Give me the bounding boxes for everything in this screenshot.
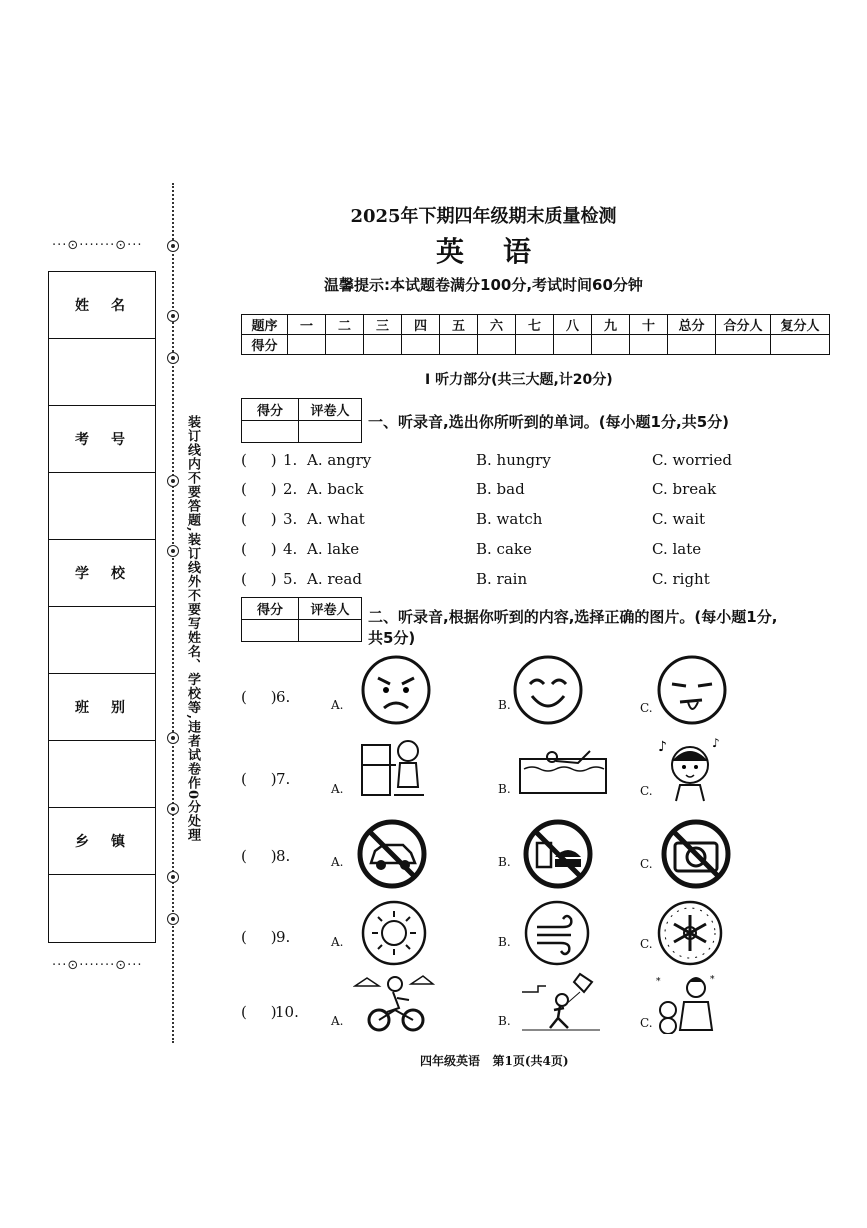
no-food-icon — [523, 819, 593, 889]
option-c: C. right — [652, 570, 710, 588]
grader-name-cell[interactable] — [299, 620, 362, 642]
option-a-label: A. — [331, 782, 344, 796]
grader-box-1 — [241, 398, 362, 443]
info-town-field[interactable] — [49, 875, 155, 942]
happy-face-icon — [512, 654, 584, 726]
binding-bottom-mark: ···⊙·······⊙··· — [52, 958, 143, 973]
grader-box-2 — [241, 597, 362, 642]
question-number: 9. — [276, 928, 291, 946]
option-b-label: B. — [498, 782, 511, 796]
option-b-label: B. — [498, 855, 511, 869]
no-camera-icon — [661, 819, 731, 889]
score-header-cell: 十 — [630, 315, 668, 335]
question-number: 10. — [275, 1003, 299, 1021]
binding-top-mark: ···⊙·······⊙··· — [52, 238, 143, 253]
exam-title: 2025年下期四年级期末质量检测 — [350, 206, 617, 227]
score-header-cell: 九 — [592, 315, 630, 335]
snowy-icon — [656, 899, 724, 967]
option-c: C. worried — [652, 451, 732, 469]
option-a-label: A. — [331, 698, 344, 712]
riding-bike-icon — [353, 972, 435, 1034]
score-table — [241, 314, 830, 355]
question-number: 3. — [283, 510, 298, 528]
option-b: B. watch — [476, 510, 543, 528]
question-number: 8. — [276, 847, 291, 865]
option-a-label: A. — [331, 935, 344, 949]
windy-icon — [523, 899, 591, 967]
binding-hole-icon — [167, 732, 179, 744]
info-school-label: 学校 — [49, 540, 155, 607]
score-header-cell: 题序 — [242, 315, 288, 335]
info-examno-label: 考号 — [49, 406, 155, 473]
question-number: 5. — [283, 570, 298, 588]
option-a: A. angry — [307, 451, 372, 469]
option-c-label: C. — [640, 937, 653, 951]
score-header-cell: 四 — [402, 315, 440, 335]
option-c-label: C. — [640, 701, 653, 715]
info-name-field[interactable] — [49, 339, 155, 406]
page-footer: 四年级英语 第1页(共4页) — [420, 1054, 569, 1068]
option-b: B. hungry — [476, 451, 551, 469]
score-cell[interactable] — [554, 335, 592, 355]
binding-hole-icon — [167, 803, 179, 815]
section1-title: 一、听录音,选出你所听到的单词。(每小题1分,共5分) — [368, 413, 729, 431]
section2-title-line1: 二、听录音,根据你听到的内容,选择正确的图片。(每小题1分, — [368, 608, 778, 626]
score-cell[interactable] — [440, 335, 478, 355]
grader-name-label: 评卷人 — [299, 598, 362, 620]
subject-title: 英 语 — [436, 235, 531, 268]
binding-hole-icon — [167, 913, 179, 925]
option-c-label: C. — [640, 784, 653, 798]
score-header-cell: 七 — [516, 315, 554, 335]
binding-hole-icon — [167, 545, 179, 557]
answer-blank[interactable]: ( ) — [241, 1003, 277, 1021]
score-cell[interactable] — [592, 335, 630, 355]
option-b: B. cake — [476, 540, 532, 558]
answer-blank[interactable]: ( ) — [241, 770, 277, 788]
question-number: 4. — [283, 540, 298, 558]
part1-title: I 听力部分(共三大题,计20分) — [425, 372, 613, 388]
score-cell[interactable] — [326, 335, 364, 355]
score-cell[interactable] — [668, 335, 716, 355]
binding-hole-icon — [167, 871, 179, 883]
binding-hole-icon — [167, 475, 179, 487]
score-header-cell: 五 — [440, 315, 478, 335]
score-cell[interactable] — [402, 335, 440, 355]
score-header-cell: 总分 — [668, 315, 716, 335]
answer-blank[interactable]: ( ) — [241, 451, 277, 469]
grader-score-cell[interactable] — [242, 421, 299, 443]
score-cell[interactable] — [771, 335, 830, 355]
svg-text:*: * — [710, 975, 715, 985]
option-b: B. bad — [476, 480, 525, 498]
sunny-icon — [360, 899, 428, 967]
grader-name-label: 评卷人 — [299, 399, 362, 421]
score-header-cell: 三 — [364, 315, 402, 335]
angry-face-icon — [360, 654, 432, 726]
answer-blank[interactable]: ( ) — [241, 570, 277, 588]
snowman-icon — [654, 972, 724, 1034]
option-c: C. break — [652, 480, 717, 498]
score-cell[interactable] — [364, 335, 402, 355]
option-c-label: C. — [640, 1016, 653, 1030]
binding-hole-icon — [167, 310, 179, 322]
answer-blank[interactable]: ( ) — [241, 510, 277, 528]
score-cell[interactable] — [716, 335, 771, 355]
svg-text:*: * — [656, 977, 661, 987]
score-header-cell: 二 — [326, 315, 364, 335]
swimming-icon — [518, 745, 610, 797]
option-a-label: A. — [331, 855, 344, 869]
section2-title-line2: 共5分) — [368, 629, 416, 647]
score-cell[interactable] — [630, 335, 668, 355]
option-c: C. late — [652, 540, 702, 558]
option-a: A. what — [307, 510, 365, 528]
answer-blank[interactable]: ( ) — [241, 928, 277, 946]
singing-boy-icon — [656, 735, 724, 803]
option-c-label: C. — [640, 857, 653, 871]
grader-score-label: 得分 — [242, 598, 299, 620]
option-b-label: B. — [498, 698, 511, 712]
info-examno-field[interactable] — [49, 473, 155, 540]
grader-score-label: 得分 — [242, 399, 299, 421]
score-row-label: 得分 — [242, 335, 288, 355]
score-header-cell: 复分人 — [771, 315, 830, 335]
grader-name-cell[interactable] — [299, 421, 362, 443]
piano-boy-icon — [360, 735, 428, 803]
no-car-icon — [357, 819, 427, 889]
student-info-box — [48, 271, 156, 943]
option-b: B. rain — [476, 570, 528, 588]
info-class-label: 班别 — [49, 674, 155, 741]
answer-blank[interactable]: ( ) — [241, 540, 277, 558]
answer-blank[interactable]: ( ) — [241, 847, 277, 865]
svg-text:♪: ♪ — [712, 736, 720, 750]
score-cell[interactable] — [478, 335, 516, 355]
sick-face-icon — [656, 654, 728, 726]
info-name-label: 姓名 — [49, 272, 155, 339]
option-b-label: B. — [498, 935, 511, 949]
exam-notice: 温馨提示:本试题卷满分100分,考试时间60分钟 — [324, 276, 643, 294]
question-number: 1. — [283, 451, 298, 469]
score-header-cell: 六 — [478, 315, 516, 335]
option-b-label: B. — [498, 1014, 511, 1028]
option-a: A. read — [307, 570, 362, 588]
score-header-cell: 一 — [288, 315, 326, 335]
flying-kite-icon — [520, 972, 602, 1034]
score-header-cell: 八 — [554, 315, 592, 335]
score-cell[interactable] — [516, 335, 554, 355]
binding-warning-note: 装订线内不要答题,装订线外不要写姓名、学校等,违者试卷作0分处理 — [185, 415, 200, 843]
info-school-field[interactable] — [49, 607, 155, 674]
score-header-cell: 合分人 — [716, 315, 771, 335]
info-class-field[interactable] — [49, 741, 155, 808]
info-town-label: 乡镇 — [49, 808, 155, 875]
binding-hole-icon — [167, 352, 179, 364]
option-a: A. back — [307, 480, 364, 498]
option-a: A. lake — [307, 540, 360, 558]
grader-score-cell[interactable] — [242, 620, 299, 642]
score-cell[interactable] — [288, 335, 326, 355]
question-number: 7. — [276, 770, 291, 788]
question-number: 2. — [283, 480, 298, 498]
svg-text:♪: ♪ — [658, 739, 667, 755]
answer-blank[interactable]: ( ) — [241, 480, 277, 498]
question-number: 6. — [276, 688, 291, 706]
answer-blank[interactable]: ( ) — [241, 688, 277, 706]
option-c: C. wait — [652, 510, 706, 528]
option-a-label: A. — [331, 1014, 344, 1028]
